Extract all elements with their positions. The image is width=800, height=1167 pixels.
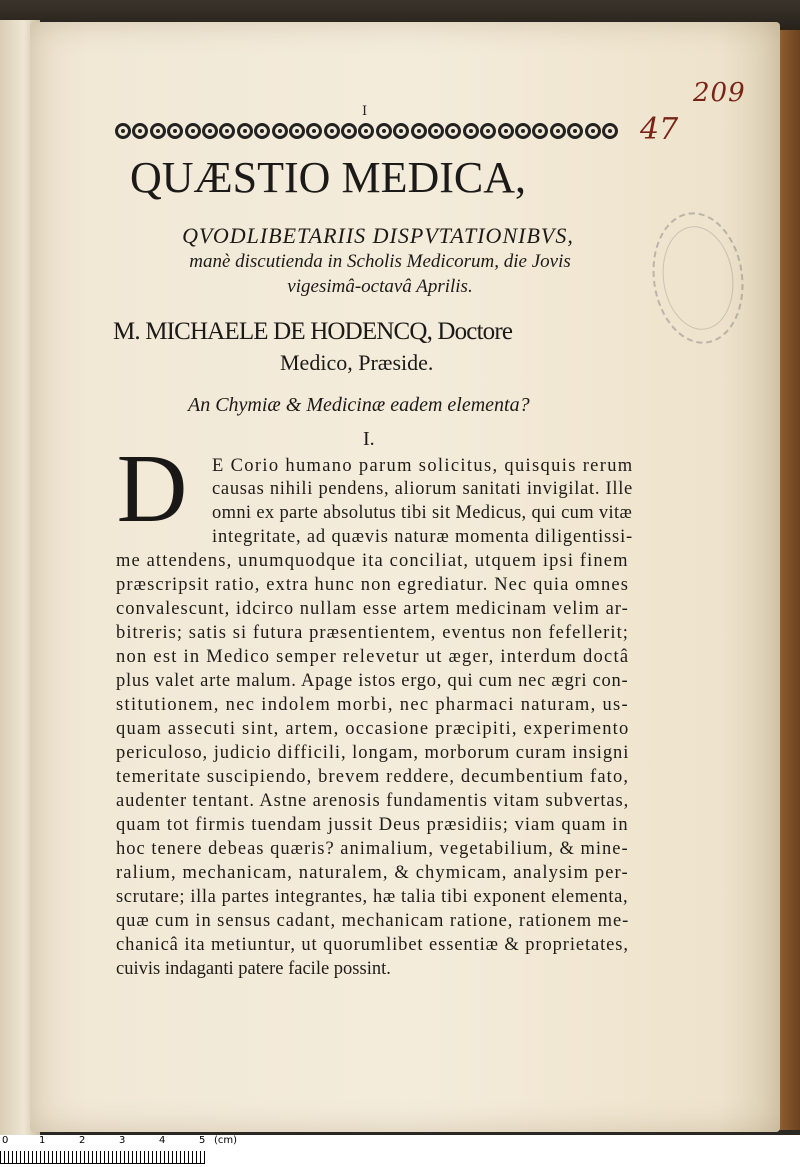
ornament-icon (428, 123, 444, 139)
ornament-icon (185, 123, 201, 139)
question-heading: An Chymiæ & Medicinæ eadem elementa? (188, 394, 530, 416)
ornament-icon (254, 123, 270, 139)
ornament-icon (411, 123, 427, 139)
text-line: non est in Medico semper relevetur ut æger, interdum doctâ (116, 647, 630, 667)
ornament-icon (150, 123, 166, 139)
ornament-icon (376, 123, 392, 139)
ornament-icon (480, 123, 496, 139)
ornament-icon (132, 123, 148, 139)
text-line: E Corio humano parum solicitus, quisquis rerum (212, 456, 634, 476)
ornament-icon (358, 123, 374, 139)
text-line: audenter tentant. Astne arenosis fundamentis vitam subvertas, (116, 791, 630, 811)
text-line: convalescunt, idcirco nullam esse artem medicinam velim ar- (116, 599, 629, 619)
text-line: stitutionem, nec indolem morbi, nec pharmaci naturam, us- (116, 695, 630, 715)
ornament-icon (602, 123, 618, 139)
drop-cap: D (116, 435, 188, 543)
text-line: chanicâ ita metiuntur, ut quorumlibet essentiæ & proprietates, (116, 935, 629, 955)
ruler-label: 5 (199, 1135, 206, 1146)
text-line: cuivis indaganti patere facile possint. (116, 959, 391, 979)
ornament-icon (306, 123, 322, 139)
handwritten-folio: 209 (693, 78, 746, 108)
scale-ruler (0, 1135, 800, 1167)
text-line: omni ex parte absolutus tibi sit Medicus, qui cum vitæ (212, 503, 633, 523)
ornament-icon (289, 123, 305, 139)
ornament-icon (272, 123, 288, 139)
ornament-icon (219, 123, 235, 139)
text-line: quæ cum in sensus cadant, mechanicam ratione, rationem me- (116, 911, 630, 931)
subtitle-line-3: vigesimâ-octavâ Aprilis. (287, 276, 473, 297)
folio-mark: I (362, 104, 368, 119)
ruler-ticks (0, 1151, 205, 1164)
section-number: I. (363, 428, 375, 450)
text-line: præscripsit ratio, extra hunc non egrediatur. Nec quia omnes (116, 575, 630, 595)
ornament-icon (202, 123, 218, 139)
text-line: causas nihili pendens, aliorum sanitati invigilat. Ille (212, 479, 633, 499)
text-line: quam tot firmis tuendam jussit Deus præsidiis; viam quam in (116, 815, 629, 835)
text-line: hoc tenere debeas quæris? animalium, vegetabilium, & mine- (116, 839, 629, 859)
ornament-icon (237, 123, 253, 139)
ornament-icon (115, 123, 131, 139)
text-line: scrutare; illa partes integrantes, hæ talia tibi exponent elementa, (116, 887, 629, 907)
text-line: periculoso, judicio difficili, longam, morborum curam insigni (116, 743, 630, 763)
text-line: bitreris; satis si futura præsentientem, eventus non fefellerit; (116, 623, 629, 643)
ornament-icon (567, 123, 583, 139)
text-line: ralium, mechanicam, naturalem, & chymicam, analysim per- (116, 863, 629, 883)
text-line: me attendens, unumquodque ita conciliat, utquem ipsi finem (116, 551, 629, 571)
praeses-line-1: M. MICHAELE DE HODENCQ, Doctore (113, 318, 513, 345)
page-title: QUÆSTIO MEDICA, (130, 153, 526, 202)
text-line: temeritate suscipiendo, brevem reddere, decumbentium fato, (116, 767, 630, 787)
subtitle-line-2: manè discutienda in Scholis Medicorum, die Jovis (189, 251, 571, 272)
ornament-icon (324, 123, 340, 139)
ruler-unit: (cm) (214, 1135, 238, 1146)
ruler-label: 3 (119, 1135, 126, 1146)
ornament-icon (341, 123, 357, 139)
handwritten-number: 47 (640, 112, 679, 147)
ornament-icon (498, 123, 514, 139)
ornament-border (115, 118, 635, 144)
ornament-icon (532, 123, 548, 139)
ornament-icon (445, 123, 461, 139)
ruler-label: 4 (159, 1135, 166, 1146)
ornament-icon (393, 123, 409, 139)
ornament-icon (167, 123, 183, 139)
text-line: plus valet arte malum. Apage istos ergo, qui cum nec ægri con- (116, 671, 629, 691)
ornament-icon (463, 123, 479, 139)
ruler-label: 1 (39, 1135, 46, 1146)
text-line: integritate, ad quævis naturæ momenta diligentissi- (212, 527, 634, 547)
ornament-icon (515, 123, 531, 139)
ornament-icon (585, 123, 601, 139)
text-line: quam assecuti sint, artem, occasione præcipiti, experimento (116, 719, 630, 739)
praeses-line-2: Medico, Præside. (280, 350, 434, 375)
subtitle-line-1: QVODLIBETARIIS DISPVTATIONIBVS, (182, 223, 574, 248)
ruler-label: 0 (2, 1135, 9, 1146)
ruler-label: 2 (79, 1135, 86, 1146)
ornament-icon (550, 123, 566, 139)
